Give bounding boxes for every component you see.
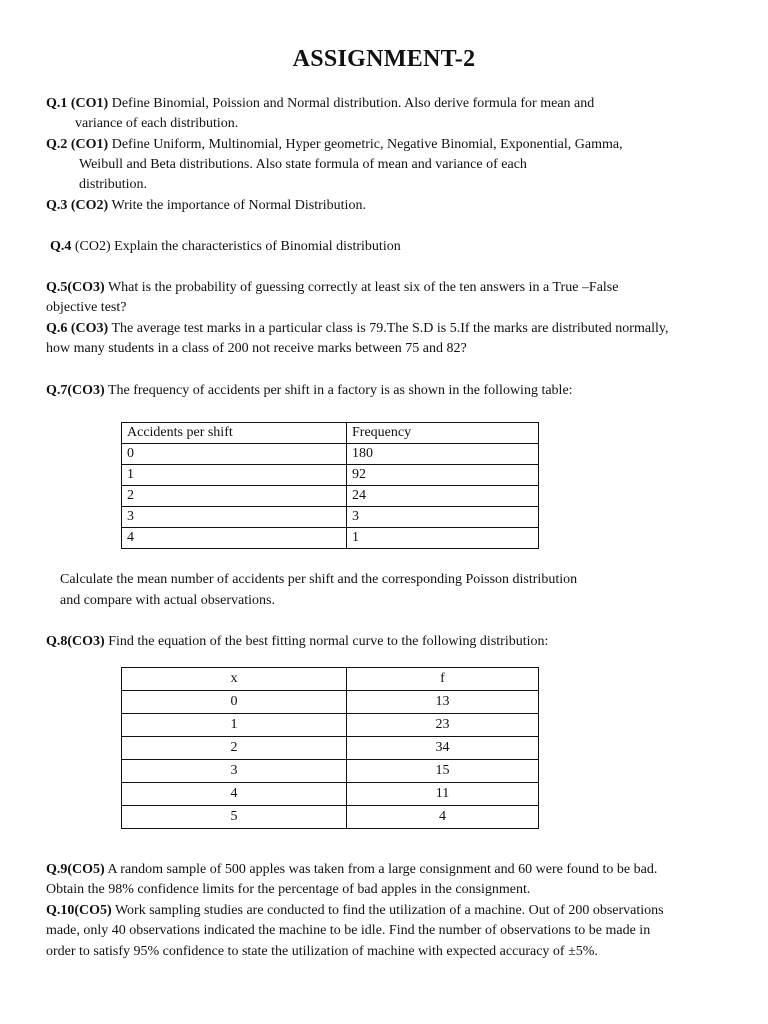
table-cell: 2 [122, 486, 347, 507]
table-row [122, 760, 539, 783]
table-cell: 2 [122, 737, 347, 760]
question-label: Q.8(CO3) [46, 634, 105, 649]
table-cell: 92 [347, 465, 539, 486]
question-10 [46, 902, 664, 920]
question-label: Q.3 (CO2) [46, 198, 109, 213]
table-cell: 1 [347, 528, 539, 549]
question-label: Q.9(CO5) [46, 862, 105, 877]
question-1-cont: variance of each distribution. [75, 116, 239, 131]
table-cell: 23 [347, 714, 539, 737]
table-row [122, 444, 539, 465]
table-cell: 4 [122, 528, 347, 549]
table-row [122, 528, 539, 549]
table-cell: 4 [122, 783, 347, 806]
table-header-row [122, 668, 539, 691]
table-row [122, 783, 539, 806]
question-5 [46, 279, 618, 297]
table-header-row [122, 423, 539, 444]
table-cell: 0 [122, 444, 347, 465]
question-text: Write the importance of Normal Distribution. [108, 198, 366, 213]
table-cell: 1 [122, 465, 347, 486]
accidents-table [121, 422, 539, 549]
column-header: Accidents per shift [122, 423, 347, 444]
table-row [122, 507, 539, 528]
question-text: Define Binomial, Poission and Normal distribution. Also derive formula for mean and [108, 96, 595, 111]
table-row [122, 691, 539, 714]
question-text: A random sample of 500 apples was taken from a large consignment and 60 were found to be bad. [104, 862, 658, 877]
question-2-cont: distribution. [79, 177, 148, 192]
question-text: Define Uniform, Multinomial, Hyper geometric, Negative Binomial, Exponential, Gamma, [108, 137, 623, 152]
table-cell: 13 [347, 691, 539, 714]
question-7-instruction: and compare with actual observations. [60, 593, 275, 608]
question-label: Q.6 (CO3) [46, 321, 109, 336]
question-4 [50, 238, 401, 256]
question-label: Q.7(CO3) [46, 383, 105, 398]
question-text: What is the probability of guessing correctly at least six of the ten answers in a True –False [104, 280, 619, 295]
question-5-cont: objective test? [46, 300, 127, 315]
column-header: f [347, 668, 539, 691]
question-text: The average test marks in a particular class is 79.The S.D is 5.If the marks are distributed normally, [108, 321, 669, 336]
table-row [122, 737, 539, 760]
question-6-cont: how many students in a class of 200 not receive marks between 75 and 82? [46, 341, 467, 356]
question-2-cont: Weibull and Beta distributions. Also state formula of mean and variance of each [79, 157, 527, 172]
question-3 [46, 197, 366, 215]
question-label: Q.5(CO3) [46, 280, 105, 295]
question-6 [46, 320, 668, 338]
distribution-table [121, 667, 539, 829]
question-9 [46, 861, 657, 879]
column-header: Frequency [347, 423, 539, 444]
question-label: Q.10(CO5) [46, 903, 112, 918]
question-7-instruction: Calculate the mean number of accidents per shift and the corresponding Poisson distribution [60, 572, 578, 587]
table-cell: 5 [122, 806, 347, 829]
question-10-cont: made, only 40 observations indicated the machine to be idle. Find the number of observations to be made in [46, 923, 651, 938]
question-2 [46, 136, 623, 154]
table-cell: 180 [347, 444, 539, 465]
question-8 [46, 633, 548, 651]
table-row [122, 465, 539, 486]
table-cell: 0 [122, 691, 347, 714]
question-label: Q.2 (CO1) [46, 137, 109, 152]
question-9-cont: Obtain the 98% confidence limits for the percentage of bad apples in the consignment. [46, 882, 531, 897]
question-1 [46, 95, 594, 113]
table-cell: 3 [122, 760, 347, 783]
question-text: The frequency of accidents per shift in a factory is as shown in the following table: [104, 383, 573, 398]
question-label: Q.4 [50, 239, 72, 254]
column-header: x [122, 668, 347, 691]
table-row [122, 806, 539, 829]
question-text: (CO2) Explain the characteristics of Binomial distribution [71, 239, 401, 254]
table-cell: 3 [347, 507, 539, 528]
question-text: Work sampling studies are conducted to find the utilization of a machine. Out of 200 observations [111, 903, 664, 918]
table-cell: 3 [122, 507, 347, 528]
table-row [122, 486, 539, 507]
table-cell: 24 [347, 486, 539, 507]
table-cell: 4 [347, 806, 539, 829]
table-cell: 1 [122, 714, 347, 737]
question-label: Q.1 (CO1) [46, 96, 109, 111]
page-title: ASSIGNMENT-2 [292, 46, 476, 72]
table-row [122, 714, 539, 737]
question-text: Find the equation of the best fitting normal curve to the following distribution: [104, 634, 549, 649]
table-cell: 15 [347, 760, 539, 783]
table-cell: 11 [347, 783, 539, 806]
question-10-cont: order to satisfy 95% confidence to state the utilization of machine with expected accuracy of ±5%. [46, 944, 598, 959]
question-7 [46, 382, 573, 400]
table-cell: 34 [347, 737, 539, 760]
